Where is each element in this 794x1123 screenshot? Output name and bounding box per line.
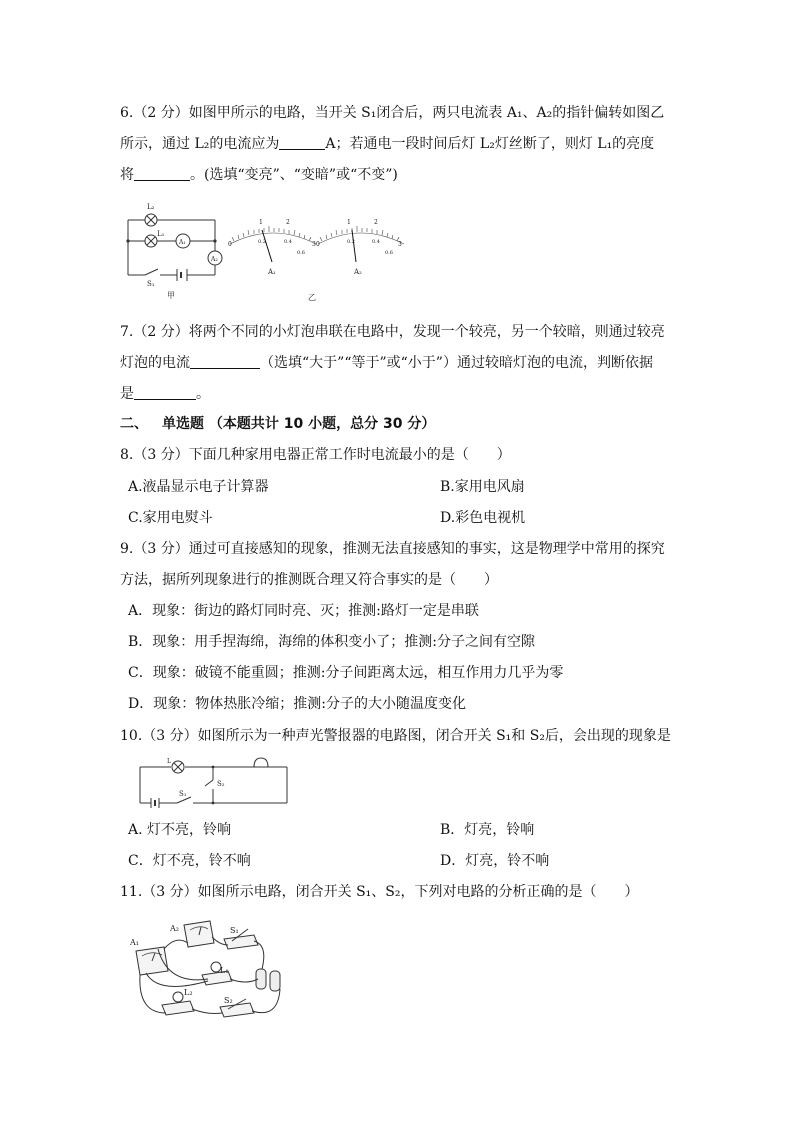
- q6-line-3: [120, 166, 398, 184]
- q10-option-d[interactable]: D．灯亮，铃不响: [440, 853, 550, 869]
- q11-label-a2: A₂: [170, 924, 179, 933]
- q11-physical-circuit-diagram: [128, 915, 298, 1027]
- q9-option-c[interactable]: C．现象：破镜不能重圆；推测:分子间距离太远，相互作用力几乎为零: [128, 665, 564, 681]
- q8-option-c[interactable]: C.家用电熨斗: [128, 510, 213, 526]
- q6-pointer-a1: [262, 230, 272, 262]
- q10-stem: 10.（3 分）如图所示为一种声光警报器的电路图，闭合开关 S₁和 S₂后，会出现的现象是: [120, 728, 671, 744]
- q11-label-a1: A₁: [130, 938, 139, 947]
- q7-line-2-end: （选填“大于”“等于”或“小于”）通过较暗灯泡的电流，判断依据: [260, 355, 653, 371]
- section-number: 二、: [120, 416, 148, 432]
- q10-label-lamp: L: [167, 758, 171, 765]
- q6-circuit-diagram: [125, 198, 225, 304]
- q6-answer-blank-2[interactable]: [134, 166, 190, 181]
- q8-option-b[interactable]: B.家用电风扇: [440, 479, 525, 495]
- q7-line-2: [120, 354, 653, 372]
- q10-option-c[interactable]: C．灯不亮，铃不响: [128, 853, 251, 869]
- q6-line-1: 6.（2 分）如图甲所示的电路，当开关 S₁闭合后，两只电流表 A₁、A₂的指针偏转如图乙: [120, 105, 665, 121]
- q11-label-s2: S₂: [224, 996, 233, 1005]
- q11-stem: 11.（3 分）如图所示电路，闭合开关 S₁、S₂，下列对电路的分析正确的是（ ）: [120, 884, 639, 900]
- q6-tick-label: 3: [398, 241, 402, 248]
- q6-figure-label-left: 甲: [167, 291, 175, 300]
- q6-tick-label: 1: [259, 219, 263, 226]
- q11-label-s1: S₁: [230, 926, 239, 935]
- q6-label-l2: L₂: [147, 203, 155, 211]
- section-title: 单选题 （本题共计 10 小题，总分 30 分）: [162, 416, 436, 432]
- q9-option-b[interactable]: B．现象：用手捏海绵，海绵的体积变小了；推测:分子之间有空隙: [128, 634, 536, 650]
- q7-answer-blank-2[interactable]: [134, 385, 196, 400]
- q10-option-a[interactable]: A. 灯不亮，铃响: [128, 822, 232, 838]
- q10-circuit-diagram: [137, 755, 293, 807]
- q6-label-s1: S₁: [147, 280, 155, 288]
- q7-line-3-end: 。: [196, 386, 210, 402]
- q6-dial-label-a2: A₂: [354, 268, 362, 276]
- q10-label-s1: S₁: [179, 790, 187, 798]
- q6-dial-label-a1: A₁: [268, 268, 276, 276]
- q11-label-l1: L₁: [220, 966, 229, 975]
- q6-tick-label: 1: [347, 219, 351, 226]
- q10-option-b[interactable]: B．灯亮，铃响: [440, 822, 535, 838]
- q9-option-d[interactable]: D．现象：物体热胀冷缩；推测:分子的大小随温度变化: [128, 696, 466, 712]
- q6-tick-label: 3: [312, 241, 316, 248]
- q6-tick-label: 0.4: [284, 239, 292, 245]
- q6-tick-label: 0: [228, 241, 232, 248]
- q6-tick-label: 0: [316, 241, 320, 248]
- q7-line-3-start: 是: [120, 386, 134, 402]
- q6-figure-label-right: 乙: [308, 293, 316, 302]
- q8-option-a[interactable]: A.液晶显示电子计算器: [128, 479, 269, 495]
- q6-dial-ticks-right: [320, 226, 399, 241]
- q9-line-2: 方法，据所列现象进行的推测既合理又符合事实的是（ ）: [120, 572, 498, 588]
- q6-line-3-start: 将: [120, 167, 134, 183]
- q10-label-s2: S₂: [217, 780, 225, 788]
- q6-meter-a1-label: A₁: [179, 239, 186, 246]
- q6-line-2: [120, 135, 654, 153]
- q7-line-2-start: 灯泡的电流: [120, 355, 190, 371]
- q6-tick-label: 0.6: [297, 250, 305, 256]
- q6-line-2-start: 所示，通过 L₂的电流应为: [120, 136, 280, 152]
- section-heading: [120, 415, 435, 433]
- q6-tick-label: 0.6: [385, 250, 393, 256]
- q6-meter-a2-label: A₂: [211, 256, 218, 263]
- q6-pointer-a2: [352, 230, 356, 262]
- q9-option-a[interactable]: A．现象：街边的路灯同时亮、灭；推测:路灯一定是串联: [128, 603, 479, 619]
- q6-answer-blank-1[interactable]: [279, 135, 325, 150]
- q11-label-l2: L₂: [184, 988, 193, 997]
- q6-line-2-end: A；若通电一段时间后灯 L₂灯丝断了，则灯 L₁的亮度: [325, 136, 655, 152]
- q9-line-1: 9.（3 分）通过可直接感知的现象，推测无法直接感知的事实，这是物理学中常用的探究: [120, 541, 665, 557]
- q7-answer-blank-1[interactable]: [190, 354, 260, 369]
- q6-line-3-end: 。(选填“变亮”、“变暗”或“不变”): [190, 167, 398, 183]
- q6-tick-label: 2: [286, 219, 290, 226]
- q6-tick-label: 0.2: [347, 239, 355, 245]
- q6-tick-label: 0.2: [258, 239, 266, 245]
- q6-tick-label: 2: [374, 219, 378, 226]
- q6-label-l1: L₁: [157, 230, 165, 238]
- q6-dial-ticks-left: [232, 226, 311, 241]
- q7-line-3: [120, 385, 210, 403]
- q8-option-d[interactable]: D.彩色电视机: [440, 510, 526, 526]
- q7-line-1: 7.（2 分）将两个不同的小灯泡串联在电路中，发现一个较亮，另一个较暗，则通过较亮: [120, 324, 665, 340]
- q6-ammeter-dials: [226, 216, 406, 304]
- q8-stem: 8.（3 分）下面几种家用电器正常工作时电流最小的是（ ）: [120, 447, 511, 463]
- q6-tick-label: 0.4: [372, 239, 380, 245]
